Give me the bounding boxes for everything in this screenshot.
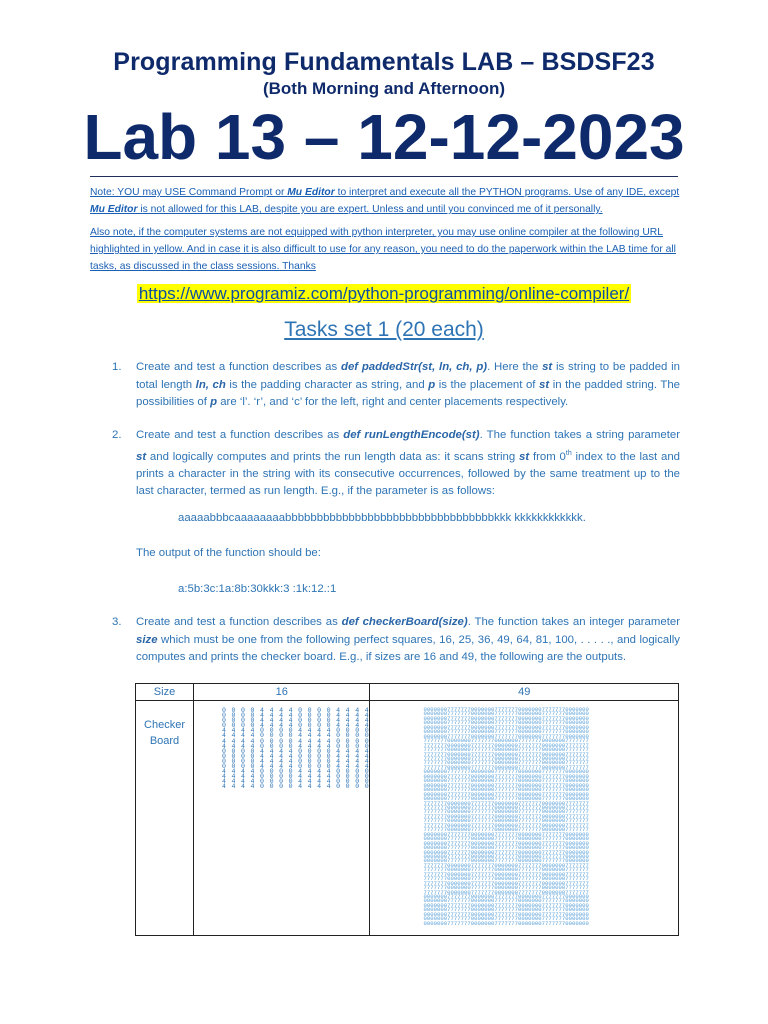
note-ide-usage: Note: YOU may USE Command Prompt or Mu Editor to interpret and execute all the PYTHON programs. Use of any IDE, except Mu Editor is not allowed for this LAB, despite you are expert. Unless and until you convinced me of it personally.: [90, 187, 680, 215]
course-title: Programming Fundamentals LAB – BSDSF23: [113, 48, 655, 76]
table-header-49: 49: [370, 684, 679, 701]
board-49-output: 0000000777777700000007777777000000077777770000000 0000000777777700000007777777000000077777770000000 0000000777777700000007777777000000077777770000000 0000000777777700000007777777000000077777770000000 0000000777777700000007777777000000077777770000000 0000000777777700000007777777000000077777770000000 0000000777777700000007777777000000077777770000000 7777777000000077777770000000777777700000007777777 7777777000000077777770000000777777700000007777777 7777777000000077777770000000777777700000007777777 7777777000000077777770000000777777700000007777777 7777777000000077777770000000777777700000007777777 7777777000000077777770000000777777700000007777777 7777777000000077777770000000777777700000007777777 0000000777777700000007777777000000077777770000000 0000000777777700000007777777000000077777770000000 0000000777777700000007777777000000077777770000000 0000000777777700000007777777000000077777770000000 0000000777777700000007777777000000077777770000000 0000000777777700000007777777000000077777770000000 0000000777777700000007777777000000077777770000000 7777777000000077777770000000777777700000007777777 7777777000000077777770000000777777700000007777777 7777777000000077777770000000777777700000007777777 7777777000000077777770000000777777700000007777777 7777777000000077777770000000777777700000007777777 7777777000000077777770000000777777700000007777777 7777777000000077777770000000777777700000007777777 0000000777777700000007777777000000077777770000000 0000000777777700000007777777000000077777770000000 0000000777777700000007777777000000077777770000000 0000000777777700000007777777000000077777770000000 0000000777777700000007777777000000077777770000000 0000000777777700000007777777000000077777770000000 0000000777777700000007777777000000077777770000000 7777777000000077777770000000777777700000007777777 7777777000000077777770000000777777700000007777777 7777777000000077777770000000777777700000007777777 7777777000000077777770000000777777700000007777777 7777777000000077777770000000777777700000007777777 7777777000000077777770000000777777700000007777777 7777777000000077777770000000777777700000007777777 0000000777777700000007777777000000077777770000000 0000000777777700000007777777000000077777770000000 0000000777777700000007777777000000077777770000000 0000000777777700000007777777000000077777770000000 0000000777777700000007777777000000077777770000000 0000000777777700000007777777000000077777770000000 0000000777777700000007777777000000077777770000000: [423, 706, 589, 927]
lab-title: Lab 13 – 12-12-2023: [83, 101, 685, 173]
board-49-cell: [370, 701, 679, 936]
tasks-heading: Tasks set 1 (20 each): [284, 318, 484, 341]
rle-output-label: The output of the function should be:: [136, 547, 321, 559]
board-16-cell: [194, 701, 370, 936]
table-header-size: Size: [136, 684, 194, 701]
header-divider: [90, 176, 678, 177]
row-label-checker-board: Checker Board: [136, 701, 194, 936]
board-16-output: 0 0 0 0 4 4 4 4 0 0 0 0 4 4 4 4 0 0 0 0 4 4 4 4 0 0 0 0 4 4 4 4 0 0 0 0 4 4 4 4 0 0 0 0 4 4 4 4 0 0 0 0 4 4 4 4 0 0 0 0 4 4 4 4 4 4 4 4 0 0 0 0 4 4 4 4 0 0 0 0 4 4 4 4 0 0 0 0 4 4 4 4 0 0 0 0 4 4 4 4 0 0 0 0 4 4 4 4 0 0 0 0 4 4 4 4 0 0 0 0 4 4 4 4 0 0 0 0 0 0 0 0 4 4 4 4 0 0 0 0 4 4 4 4 0 0 0 0 4 4 4 4 0 0 0 0 4 4 4 4 0 0 0 0 4 4 4 4 0 0 0 0 4 4 4 4 0 0 0 0 4 4 4 4 0 0 0 0 4 4 4 4 4 4 4 4 0 0 0 0 4 4 4 4 0 0 0 0 4 4 4 4 0 0 0 0 4 4 4 4 0 0 0 0 4 4 4 4 0 0 0 0 4 4 4 4 0 0 0 0 4 4 4 4 0 0 0 0 4 4 4 4 0 0 0 0: [222, 707, 370, 791]
task-text: Create and test a function describes as def checkerBoard(size). The function takes an integer parameter size which must be one from the following perfect squares, 16, 25, 36, 49, 64, 81, 100, . . . . ., and logically computes and prints the checker board. E.g., if sizes are 16 and 49, the following are the outputs.: [136, 616, 681, 663]
task-text: Create and test a function describes as def paddedStr(st, ln, ch, p). Here the st is string to be padded in total length ln, ch is the padding character as string, and p is the placement of st in the padded string. The possibilities of p are ‘l’. ‘r’, and ‘c’ for the left, right and center placements respectively.: [136, 361, 681, 408]
note-online-compiler: Also note, if the computer systems are not equipped with python interpreter, you may use online compiler at the following URL highlighted in yellow. And in case it is also difficult to use for any reason, you need to do the paperwork within the LAB time for all tasks, as discussed in the class sessions. Thanks: [90, 227, 676, 272]
course-subtitle: (Both Morning and Afternoon): [262, 79, 506, 98]
task-text: Create and test a function describes as def runLengthEncode(st). The function takes a string parameter st and logically computes and prints the run length data as: it scans string st from 0th index to the last and prints a character in the string with its consecutive occurrences, followed by the same treatment up to the last character, termed as run length. E.g., if the parameter is as follows:: [136, 429, 681, 498]
rle-example-output: a:5b:3c:1a:8b:30kkk:3 :1k:12.:1: [178, 583, 337, 595]
checker-board-table: [135, 683, 679, 936]
task-number: 1.: [112, 361, 122, 373]
compiler-url[interactable]: [0, 284, 768, 304]
task-number: 2.: [112, 429, 122, 441]
table-header-16: 16: [194, 684, 370, 701]
compiler-url-link[interactable]: https://www.programiz.com/python-programming/online-compiler/: [138, 284, 630, 303]
task-number: 3.: [112, 616, 122, 628]
rle-example-input: aaaaabbbcaaaaaaaabbbbbbbbbbbbbbbbbbbbbbbbbbbbbbbbbkkk kkkkkkkkkkkk.: [178, 512, 586, 524]
